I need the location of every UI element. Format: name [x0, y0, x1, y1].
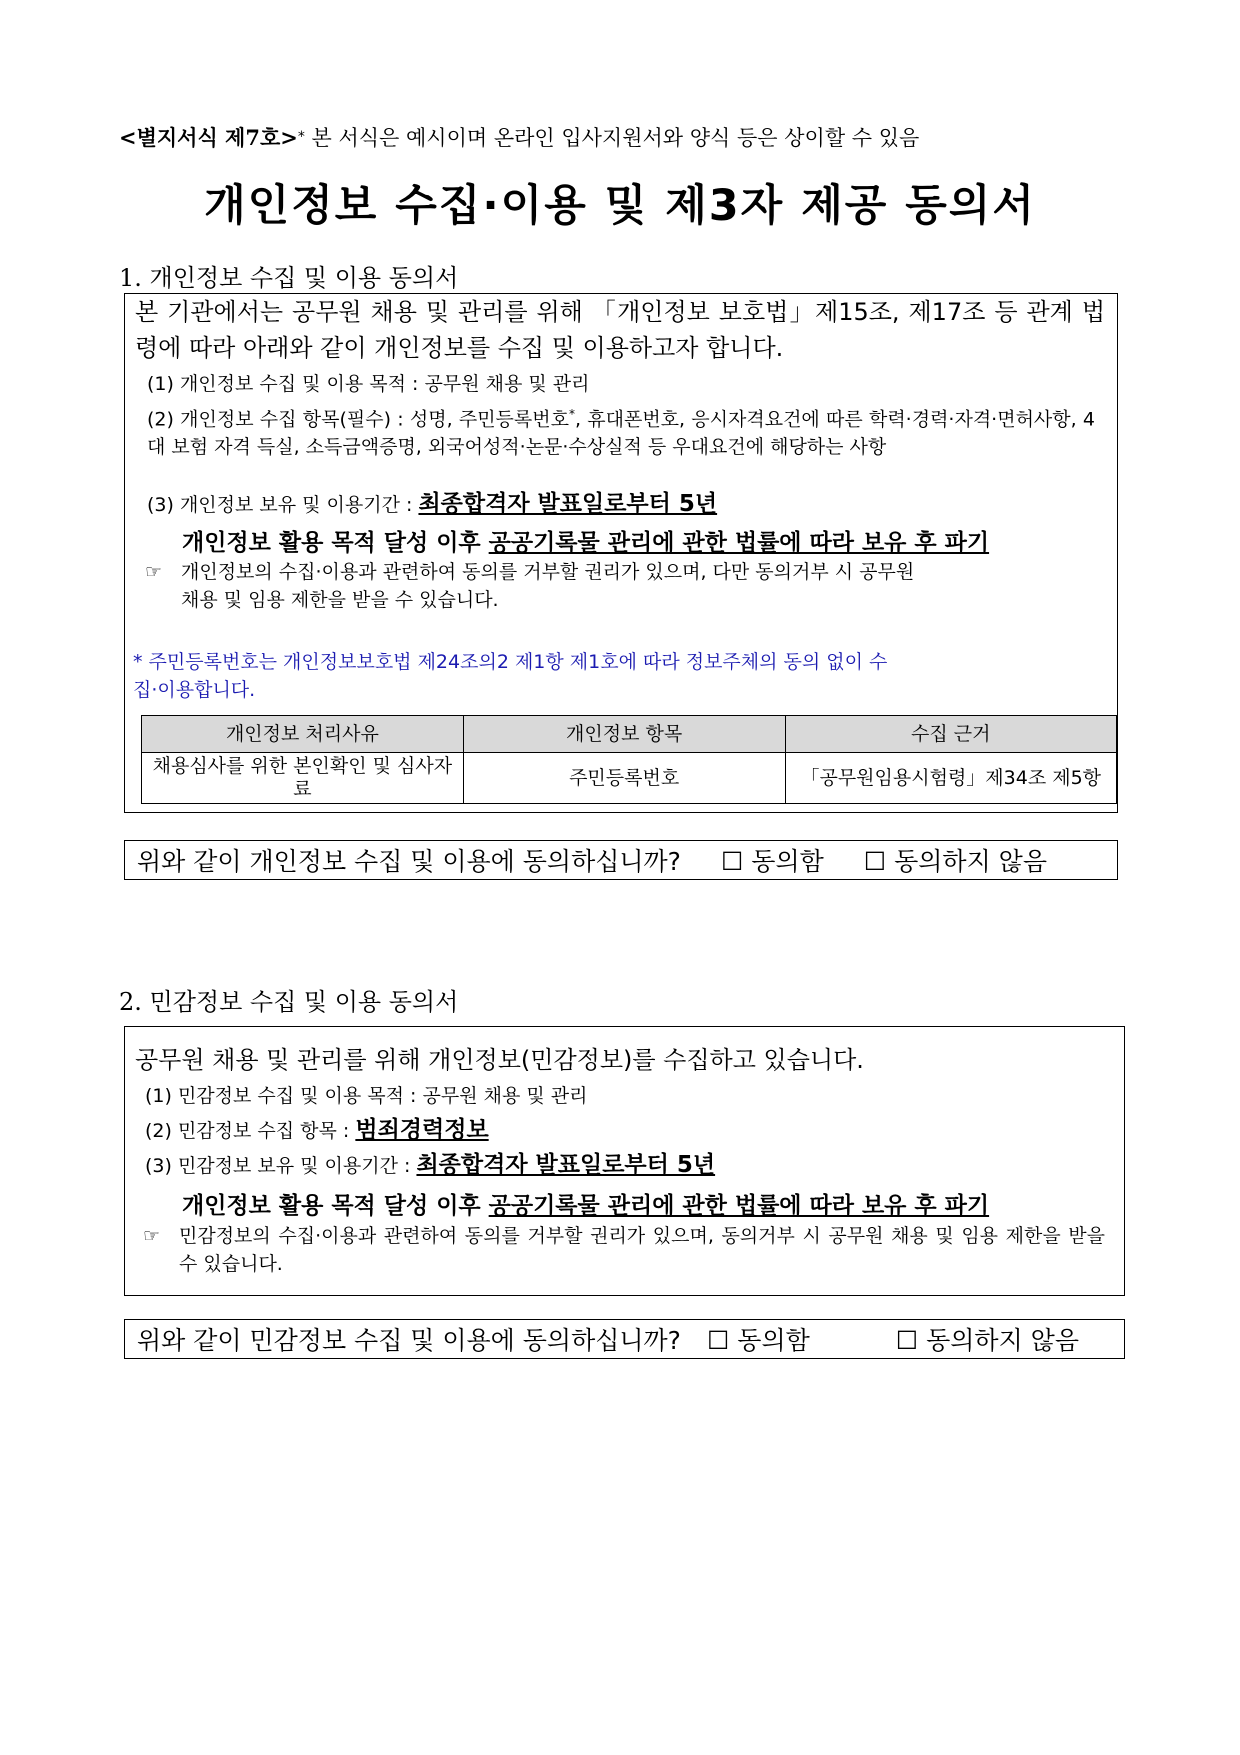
section2-box — [124, 1026, 1125, 1296]
section1-items-rest: , 휴대폰번호, 응시자격요건에 따른 학력·경력·자격·면허사항, 4대 보험 자격 득실, 소득금액증명, 외국어성적·논문·수상실적 등 우대요건에 해당하는 사항 — [147, 408, 1095, 459]
table-header-row — [142, 716, 1117, 753]
section2-agree-checkbox[interactable]: ☐ 동의함 — [706, 1326, 810, 1355]
section2-notice — [143, 1222, 1105, 1278]
section2-consent-question: 위와 같이 민감정보 수집 및 이용에 동의하십니까? — [137, 1326, 681, 1355]
table-header-cell: 수집 근거 — [785, 716, 1117, 753]
table-header-cell: 개인정보 처리사유 — [142, 716, 464, 753]
section2-heading: 2. 민감정보 수집 및 이용 동의서 — [119, 988, 459, 1016]
section2-items-value: 범죄경력정보 — [355, 1117, 489, 1143]
section2-disagree-checkbox[interactable]: ☐ 동의하지 않음 — [895, 1326, 1079, 1355]
section1-items — [147, 400, 1095, 461]
section2-disposal-underlined: 공공기록물 관리에 관한 법률에 따라 보유 후 파기 — [488, 1193, 990, 1219]
table-cell: 주민등록번호 — [463, 753, 785, 804]
section2-disposal — [182, 1187, 989, 1220]
section1-notice-text: 개인정보의 수집·이용과 관련하여 동의를 거부할 권리가 있으며, 다만 동의거부 시 공무원 채용 및 임용 제한을 받을 수 있습니다. — [181, 561, 915, 611]
section1-disposal — [182, 524, 989, 557]
section1-items-prefix: (2) 개인정보 수집 항목(필수) : 성명, 주민등록번호 — [147, 408, 569, 431]
section1-consent-question: 위와 같이 개인정보 수집 및 이용에 동의하십니까? — [137, 847, 681, 876]
section1-intro: 본 기관에서는 공무원 채용 및 관리를 위해 「개인정보 보호법」제15조, 제17조 등 관계 법령에 따라 아래와 같이 개인정보를 수집 및 이용하고자 합니다. — [135, 298, 1105, 362]
table-cell: 채용심사를 위한 본인확인 및 심사자료 — [142, 753, 464, 804]
section2-purpose: (1) 민감정보 수집 및 이용 목적 : 공무원 채용 및 관리 — [145, 1085, 588, 1107]
section2-period — [145, 1151, 715, 1180]
section1-disagree-checkbox[interactable]: ☐ 동의하지 않음 — [863, 847, 1047, 876]
table-row — [142, 753, 1117, 804]
section1-period — [147, 490, 717, 519]
section2-disposal-plain: 개인정보 활용 목적 달성 이후 — [182, 1193, 489, 1219]
table-cell: 「공무원임용시험령」제34조 제5항 — [785, 753, 1117, 804]
page-title: 개인정보 수집·이용 및 제3자 제공 동의서 — [204, 181, 1036, 231]
section1-heading: 1. 개인정보 수집 및 이용 동의서 — [119, 264, 459, 292]
section1-box — [124, 293, 1118, 813]
section1-disposal-plain: 개인정보 활용 목적 달성 이후 — [182, 530, 489, 556]
section2-period-value: 최종합격자 발표일로부터 5년 — [416, 1152, 716, 1178]
pointing-hand-icon: ☞ — [143, 1225, 161, 1247]
form-header-note — [119, 122, 919, 152]
form-note: 본 서식은 예시이며 온라인 입사지원서와 양식 등은 상이할 수 있음 — [304, 126, 920, 150]
section2-intro: 공무원 채용 및 관리를 위해 개인정보(민감정보)를 수집하고 있습니다. — [135, 1046, 864, 1074]
star-mark: * — [297, 129, 305, 145]
form-number: <별지서식 제7호> — [119, 125, 298, 150]
section1-purpose: (1) 개인정보 수집 및 이용 목적 : 공무원 채용 및 관리 — [147, 373, 590, 395]
section2-consent-box — [124, 1319, 1125, 1359]
basis-table — [141, 715, 1117, 804]
section1-period-value: 최종합격자 발표일로부터 5년 — [418, 491, 718, 517]
section1-agree-checkbox[interactable]: ☐ 동의함 — [720, 847, 824, 876]
section1-disposal-underlined: 공공기록물 관리에 관한 법률에 따라 보유 후 파기 — [488, 530, 990, 556]
section1-items-star: * — [568, 407, 575, 421]
section1-rrn-note: * 주민등록번호는 개인정보보호법 제24조의2 제1항 제1호에 따라 정보주체의 동의 없이 수집·이용합니다. — [133, 651, 888, 701]
section1-period-label: (3) 개인정보 보유 및 이용기간 : — [147, 494, 419, 516]
section1-notice — [145, 558, 925, 614]
section1-consent-box — [124, 840, 1118, 880]
section2-period-label: (3) 민감정보 보유 및 이용기간 : — [145, 1155, 417, 1177]
pointing-hand-icon: ☞ — [145, 561, 163, 583]
section2-items-label: (2) 민감정보 수집 항목 : — [145, 1120, 356, 1142]
section2-items — [145, 1116, 489, 1145]
section2-notice-text: 민감정보의 수집·이용과 관련하여 동의를 거부할 권리가 있으며, 동의거부 시 공무원 채용 및 임용 제한을 받을 수 있습니다. — [179, 1225, 1105, 1275]
table-header-cell: 개인정보 항목 — [463, 716, 785, 753]
